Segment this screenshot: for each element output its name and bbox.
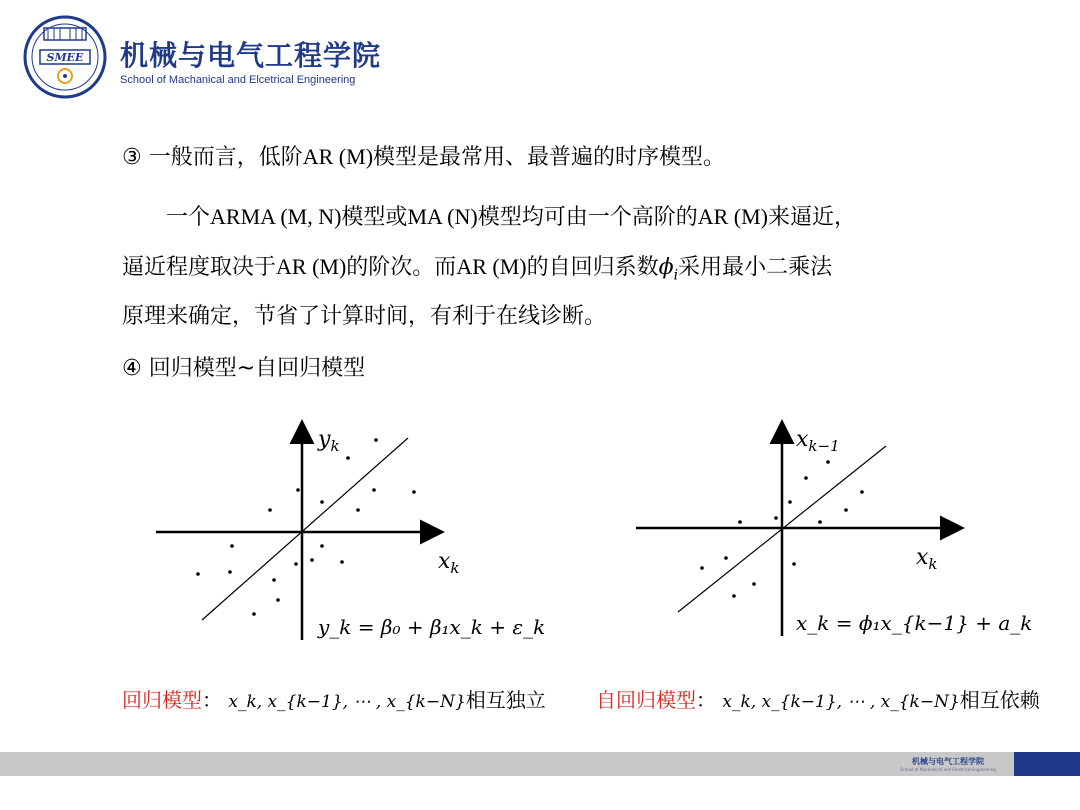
logo-text: SMEE bbox=[46, 51, 84, 64]
paragraph-2: 一个ARMA (M, N)模型或MA (N)模型均可由一个高阶的AR (M)来逼近， bbox=[166, 204, 857, 230]
circle-number-4: ④ bbox=[122, 356, 142, 381]
regression-plot bbox=[150, 418, 550, 648]
y-axis-label: $x_{k-1}$ bbox=[796, 427, 840, 455]
school-logo-icon bbox=[22, 14, 108, 100]
x-axis-label: $x_k$ bbox=[438, 549, 460, 577]
x-axis-label: $x_k$ bbox=[916, 545, 938, 573]
paragraph-1: ③ 一般而言，低阶AR (M)模型是最常用、最普遍的时序模型。 bbox=[122, 144, 726, 170]
circle-number-3: ③ bbox=[122, 145, 142, 170]
autoregression-equation: x_k = ϕ₁x_{k−1} + a_k bbox=[796, 611, 1033, 635]
footer-school-cn: 机械与电气工程学院 bbox=[912, 757, 984, 766]
footer-school-en: School of Machanical and Elcetrical Engineering bbox=[900, 767, 996, 772]
regression-equation: y_k = β₀ + β₁x_k + ε_k bbox=[318, 615, 546, 639]
header bbox=[22, 14, 422, 104]
paragraph-3: 逼近程度取决于AR (M)的阶次。而AR (M)的自回归系数$\phi_i$采用最小二乘法 bbox=[122, 254, 833, 284]
footer-accent-block bbox=[1014, 752, 1080, 776]
regression-line bbox=[202, 438, 408, 620]
autoregression-plot bbox=[630, 418, 1050, 648]
caption-regression: 回归模型： x_k, x_{k−1}, ⋯ , x_{k−N}相互独立 bbox=[122, 688, 546, 712]
school-name-en: School of Machanical and Elcetrical Engineering bbox=[120, 74, 356, 86]
scatter-points bbox=[196, 438, 416, 616]
school-name-cn: 机械与电气工程学院 bbox=[120, 39, 382, 72]
paragraph-5: ④ 回归模型~自回归模型 bbox=[122, 356, 366, 381]
y-axis-label: $y_k$ bbox=[318, 427, 340, 455]
caption-autoregression: 自回归模型： x_k, x_{k−1}, ⋯ , x_{k−N}相互依赖 bbox=[596, 688, 1040, 712]
paragraph-4: 原理来确定，节省了计算时间，有利于在线诊断。 bbox=[122, 304, 607, 329]
